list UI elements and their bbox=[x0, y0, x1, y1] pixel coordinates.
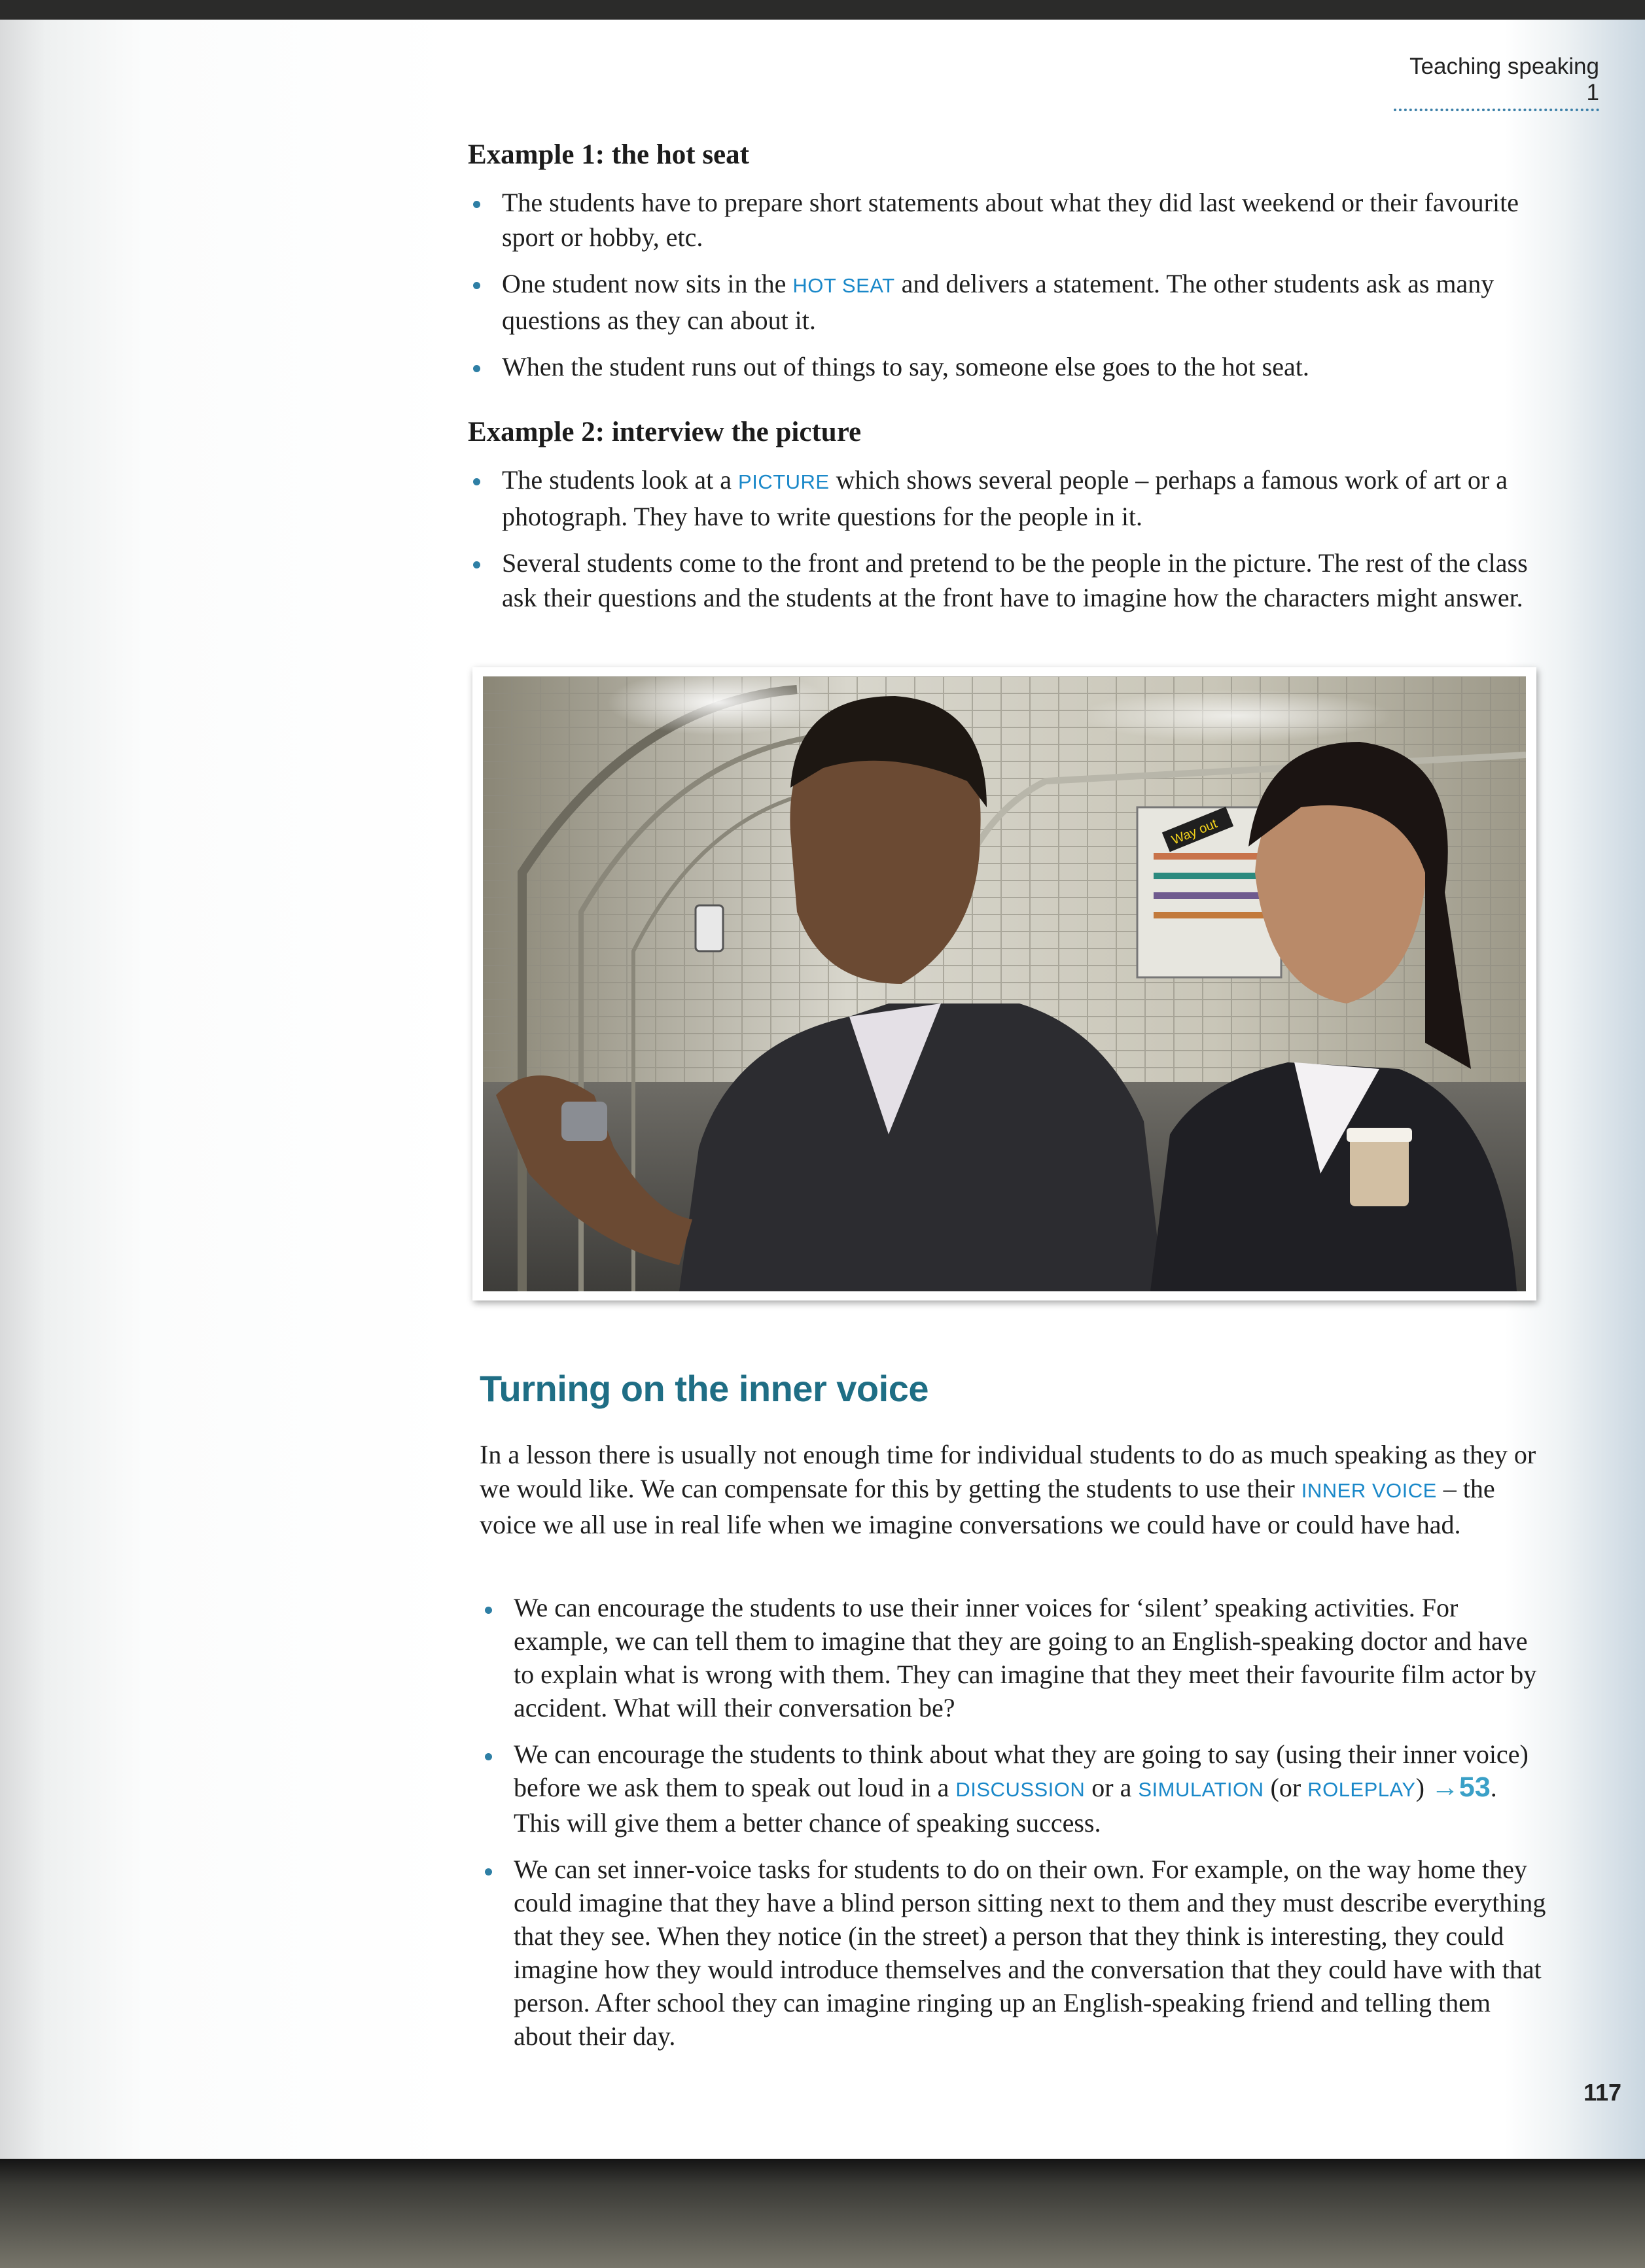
keyword-roleplay: ROLEPLAY bbox=[1307, 1778, 1416, 1801]
coffee-cup bbox=[1350, 1134, 1409, 1206]
list-item: We can encourage the students to use their inner voices for ‘silent’ speaking activities. For example, we can tell them to imagine that they are going to an English-speaking doctor and have to explain what is wrong with them. They can imagine that they meet their favourite film actor by accident. What will their conversation be? bbox=[480, 1591, 1546, 1724]
example-2 bbox=[468, 416, 1541, 627]
example-2-list bbox=[468, 462, 1541, 615]
section-intro: In a lesson there is usually not enough time for individual students to do as much speaking as they or we would like. We can compensate for this by getting the students to use their INNER VOICE – the voice we all use in real life when we imagine conversations we could have or could have had. bbox=[480, 1440, 1536, 1539]
list-item: We can set inner-voice tasks for students to do on their own. For example, on the way home they could imagine that they have a blind person sitting next to them and they must describe everything that they see. When they notice (in the street) a person that they think is interesting, they could imagine how they would introduce themselves and the conversation that they could have with that person. After school they can imagine ringing up an English-speaking friend and telling them about their day. bbox=[480, 1853, 1546, 2053]
list-item: The students have to prepare short statements about what they did last weekend or their favourite sport or hobby, etc. bbox=[468, 185, 1541, 254]
running-head: Teaching speaking 1 bbox=[1394, 54, 1599, 111]
list-item: The students look at a PICTURE which shows several people – perhaps a famous work of art or a photograph. They have to write questions for the people in it. bbox=[468, 462, 1541, 534]
list-item: We can encourage the students to think about what they are going to say (using their inner voice) before we ask them to speak out loud in a DISCUSSION or a SIMULATION (or ROLEPLAY) →53. This will give them a better chance of speaking success. bbox=[480, 1737, 1546, 1840]
photo-frame bbox=[472, 667, 1536, 1300]
wall-clock bbox=[696, 905, 723, 951]
example-2-heading: Example 2: interview the picture bbox=[468, 417, 862, 447]
keyword-simulation: SIMULATION bbox=[1138, 1778, 1264, 1801]
keyword-hot-seat: HOT SEAT bbox=[792, 274, 895, 297]
inner-voice-list-wrap bbox=[480, 1591, 1546, 2053]
keyword-discussion: DISCUSSION bbox=[955, 1778, 1086, 1801]
inner-voice-list bbox=[480, 1591, 1546, 2053]
way-out-text: Way out bbox=[1169, 816, 1220, 848]
example-1-list bbox=[468, 185, 1541, 384]
wristwatch bbox=[561, 1102, 607, 1141]
section-title: Turning on the inner voice bbox=[480, 1368, 929, 1409]
list-item: Several students come to the front and pretend to be the people in the picture. The rest of the class ask their questions and the students at the front have to imagine how the characters might answer. bbox=[468, 546, 1541, 615]
example-1 bbox=[468, 139, 1541, 396]
scan-background bbox=[0, 2159, 1645, 2268]
list-item: One student now sits in the HOT SEAT and delivers a statement. The other students ask as many questions as they can about it. bbox=[468, 266, 1541, 338]
subway-photo bbox=[483, 676, 1526, 1291]
cross-reference-53[interactable]: →53 bbox=[1430, 1771, 1491, 1803]
example-1-heading: Example 1: the hot seat bbox=[468, 139, 749, 170]
page-number: 117 bbox=[1583, 2079, 1622, 2106]
keyword-inner-voice: INNER VOICE bbox=[1301, 1479, 1437, 1502]
list-item: When the student runs out of things to say, someone else goes to the hot seat. bbox=[468, 349, 1541, 384]
keyword-picture: PICTURE bbox=[738, 470, 830, 493]
